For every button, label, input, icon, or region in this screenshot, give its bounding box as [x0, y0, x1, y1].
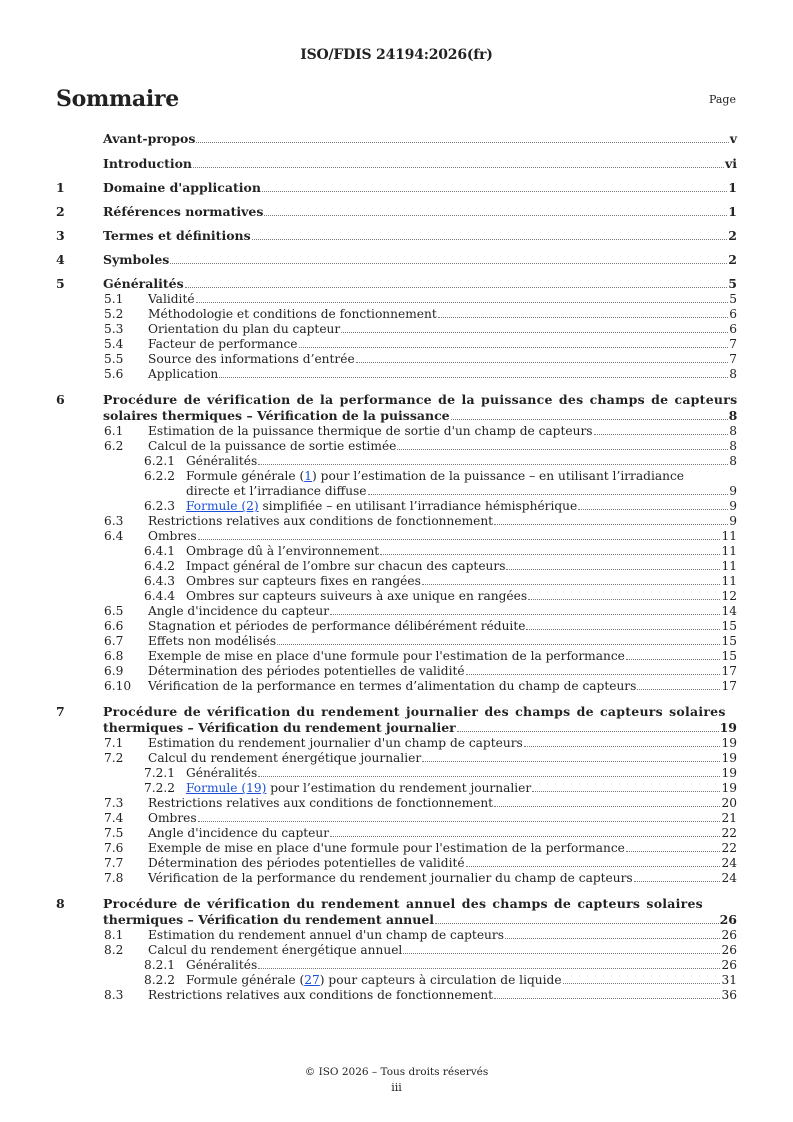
toc-entry-label	[186, 469, 737, 499]
toc-entry-page[interactable]: 8	[729, 439, 737, 453]
dot-leader	[185, 287, 728, 288]
toc-entry-page[interactable]: 19	[721, 736, 737, 750]
toc-entry-page[interactable]: 9	[729, 484, 737, 498]
toc-entry-page[interactable]: 8	[728, 408, 738, 423]
toc-entry-label: Calcul du rendement énergétique journalier	[148, 751, 422, 765]
toc-entry[interactable]	[56, 469, 737, 499]
page-footer	[0, 1066, 793, 1094]
toc-entry-page[interactable]: 22	[721, 826, 737, 840]
toc-entry[interactable]	[56, 252, 737, 268]
toc-entry-page[interactable]: 31	[721, 973, 737, 987]
toc-entry-label	[103, 896, 737, 928]
toc-entry-number: 5.1	[104, 292, 124, 306]
dot-leader	[258, 464, 728, 465]
toc-entry-number: 6	[56, 392, 65, 407]
toc-entry-page[interactable]: 17	[721, 664, 737, 678]
toc-entry[interactable]	[56, 454, 737, 469]
toc-entry[interactable]	[56, 228, 737, 244]
toc-entry-label: Formule (19) pour l’estimation du rendement journalier	[186, 781, 532, 795]
toc-entry-label: Termes et définitions	[103, 228, 251, 243]
toc-entry-label: Impact général de l’ombre sur chacun des capteurs	[186, 559, 506, 573]
toc-entry-label: Ombres sur capteurs fixes en rangées	[186, 574, 421, 588]
toc-entry-label: Avant-propos	[103, 131, 196, 146]
toc-entry-label: Introduction	[103, 156, 193, 171]
toc-entry-number: 8.2	[104, 943, 124, 957]
toc-entry-page[interactable]: 8	[729, 367, 737, 381]
dot-leader	[341, 332, 728, 333]
toc-entry-page[interactable]: 19	[719, 720, 737, 735]
dot-leader	[198, 821, 721, 822]
toc-entry-number: 8	[56, 896, 65, 911]
toc-entry-number: 5.2	[104, 307, 124, 321]
toc-entry-label: Vérification de la performance en termes d’alimentation du champ de capteurs	[148, 679, 637, 693]
toc-entry-number: 6.4.1	[144, 544, 176, 558]
toc-entry[interactable]	[56, 988, 737, 1003]
toc-entry-number: 6.3	[104, 514, 124, 528]
toc-entry-number: 2	[56, 204, 65, 219]
toc-entry-label: Restrictions relatives aux conditions de fonctionnement	[148, 988, 494, 1002]
toc-entry-number: 7.2	[104, 751, 124, 765]
dot-leader	[505, 938, 721, 939]
toc-entry[interactable]	[56, 826, 737, 841]
toc-entry-page[interactable]: 7	[729, 352, 737, 366]
toc-entry-label: Généralités	[103, 276, 184, 291]
toc-entry-number: 7.5	[104, 826, 124, 840]
toc-entry[interactable]	[56, 604, 737, 619]
toc-entry-label: Ombres	[148, 529, 197, 543]
toc-entry[interactable]	[56, 292, 737, 307]
dot-leader	[466, 866, 721, 867]
toc-entry[interactable]	[56, 499, 737, 514]
dot-leader	[277, 644, 720, 645]
toc-entry-page[interactable]: 11	[721, 559, 737, 573]
toc-entry-label: Généralités	[186, 454, 258, 468]
page-number: iii	[391, 1081, 402, 1094]
toc-entry-label: Estimation de la puissance thermique de sortie d'un champ de capteurs	[148, 424, 593, 438]
formula-link[interactable]: 27	[304, 973, 320, 987]
toc-entry-page[interactable]: 36	[721, 988, 737, 1002]
toc-entry-number: 5.6	[104, 367, 124, 381]
toc-entry-label: Exemple de mise en place d'une formule pour l'estimation de la performance	[148, 649, 625, 663]
dot-leader	[532, 791, 720, 792]
toc-entry-page[interactable]: 26	[721, 943, 737, 957]
toc-entry[interactable]	[56, 529, 737, 544]
toc-entry-label-line2	[103, 912, 737, 928]
dot-leader	[196, 142, 728, 143]
dot-leader	[494, 524, 728, 525]
toc-entry-page[interactable]: 5	[729, 292, 737, 306]
toc-entry-number: 7.2.2	[144, 781, 176, 795]
toc-entry-page[interactable]: 26	[721, 928, 737, 942]
toc-entry-number: 6.1	[104, 424, 124, 438]
toc-entry-page[interactable]: 14	[721, 604, 737, 618]
toc-entry-page[interactable]: 9	[729, 499, 737, 513]
dot-leader	[626, 659, 721, 660]
toc-entry[interactable]	[56, 544, 737, 559]
toc-entry[interactable]	[56, 439, 737, 454]
toc-entry[interactable]	[56, 367, 737, 382]
toc-entry-label: Ombres	[148, 811, 197, 825]
formula-link[interactable]: Formule (2)	[186, 499, 259, 513]
toc-entry[interactable]	[56, 973, 737, 988]
toc-entry-label: Généralités	[186, 766, 258, 780]
dot-leader	[403, 953, 720, 954]
toc-entry[interactable]	[56, 943, 737, 958]
dot-leader	[494, 806, 720, 807]
toc-entry-page[interactable]: 15	[721, 649, 737, 663]
toc-entry-number: 6.8	[104, 649, 124, 663]
toc-entry[interactable]	[56, 928, 737, 943]
toc-entry-number: 7.2.1	[144, 766, 176, 780]
toc-entry-label-line1: Procédure de vérification du rendement annuel des champs de capteurs solaires	[103, 896, 703, 911]
dot-leader	[594, 434, 729, 435]
toc-entry[interactable]	[56, 514, 737, 529]
toc-entry-number: 6.6	[104, 619, 124, 633]
toc-entry[interactable]	[56, 589, 737, 604]
toc-entry[interactable]	[56, 156, 737, 172]
toc-entry-label: Ombres sur capteurs suiveurs à axe unique en rangées	[186, 589, 528, 603]
toc-entry-label: Stagnation et périodes de performance délibérément réduite	[148, 619, 526, 633]
toc-entry[interactable]	[56, 796, 737, 811]
toc-entry-label: Angle d'incidence du capteur	[148, 604, 330, 618]
toc-entry[interactable]	[56, 958, 737, 973]
toc-entry-label-line1: Procédure de vérification du rendement journalier des champs de capteurs solaires	[103, 704, 726, 719]
toc-entry-number: 6.7	[104, 634, 124, 648]
toc-entry-label: Angle d'incidence du capteur	[148, 826, 330, 840]
toc-entry-number: 7	[56, 704, 65, 719]
toc-entry-number: 8.1	[104, 928, 124, 942]
toc-entry-number: 6.4.2	[144, 559, 176, 573]
toc-entry-label: Facteur de performance	[148, 337, 298, 351]
toc-entry[interactable]	[56, 337, 737, 352]
toc-entry[interactable]	[56, 619, 737, 634]
toc-entry-label-line2	[186, 484, 737, 499]
toc-entry-page[interactable]: 8	[729, 454, 737, 468]
toc-entry-page[interactable]: 17	[721, 679, 737, 693]
toc-entry-label: Restrictions relatives aux conditions de fonctionnement	[148, 796, 494, 810]
toc-entry-page[interactable]: 7	[729, 337, 737, 351]
toc-entry-label-text: thermiques – Vérification du rendement journalier	[103, 720, 456, 735]
toc-entry-number: 7.7	[104, 856, 124, 870]
toc-entry-page[interactable]: 9	[729, 514, 737, 528]
dot-leader	[637, 689, 720, 690]
toc-entry-label-text: solaires thermiques – Vérification de la puissance	[103, 408, 450, 423]
toc-entry-page[interactable]: 15	[721, 619, 737, 633]
toc-entry-label: Domaine d'application	[103, 180, 261, 195]
toc-entry-number: 5.3	[104, 322, 124, 336]
dot-leader	[438, 317, 729, 318]
toc-entry-number: 7.8	[104, 871, 124, 885]
dot-leader	[198, 539, 721, 540]
toc-entry[interactable]	[56, 781, 737, 796]
toc-entry-label: Estimation du rendement journalier d'un champ de capteurs	[148, 736, 523, 750]
toc-entry-number: 1	[56, 180, 65, 195]
toc-entry-page[interactable]: 6	[729, 307, 737, 321]
toc-entry-page[interactable]: 26	[719, 912, 737, 927]
dot-leader	[330, 836, 720, 837]
dot-leader	[193, 167, 724, 168]
toc-entry-page[interactable]: 19	[721, 751, 737, 765]
toc-entry[interactable]	[56, 679, 737, 694]
toc-entry-label: Généralités	[186, 958, 258, 972]
toc-entry[interactable]	[56, 664, 737, 679]
toc-entry-label: Estimation du rendement annuel d'un champ de capteurs	[148, 928, 504, 942]
toc-entry-page[interactable]: 20	[721, 796, 737, 810]
toc-entry-number: 7.6	[104, 841, 124, 855]
toc-entry[interactable]	[56, 131, 737, 147]
toc-entry-number: 7.1	[104, 736, 124, 750]
dot-leader	[626, 851, 721, 852]
copyright-notice: © ISO 2026 – Tous droits réservés	[304, 1066, 489, 1078]
toc-entry-label: Vérification de la performance du rendement journalier du champ de capteurs	[148, 871, 633, 885]
toc-entry-number: 6.10	[104, 679, 132, 693]
toc-entry-number: 6.2.3	[144, 499, 176, 513]
dot-leader	[299, 347, 729, 348]
toc-entry-label: Validité	[148, 292, 195, 306]
toc-entry-page[interactable]: 11	[721, 529, 737, 543]
toc-entry[interactable]	[56, 896, 737, 928]
toc-entry[interactable]	[56, 766, 737, 781]
dot-leader	[397, 449, 728, 450]
toc-entry-page[interactable]: 2	[728, 252, 737, 267]
toc-entry-number: 6.4	[104, 529, 124, 543]
dot-leader	[422, 761, 720, 762]
toc-entry-label: Calcul du rendement énergétique annuel	[148, 943, 403, 957]
toc-entry[interactable]	[56, 307, 737, 322]
document-id-header: ISO/FDIS 24194:2026(fr)	[300, 47, 493, 63]
dot-leader	[368, 494, 729, 495]
toc-entry-number: 5	[56, 276, 65, 291]
toc-entry-page[interactable]: 12	[721, 589, 737, 603]
dot-leader	[196, 302, 729, 303]
dot-leader	[422, 584, 721, 585]
toc-entry-label: Méthodologie et conditions de fonctionnement	[148, 307, 437, 321]
toc-entry-page[interactable]: 22	[721, 841, 737, 855]
toc-entry-label	[103, 392, 737, 424]
toc-entry[interactable]	[56, 856, 737, 871]
dot-leader	[451, 419, 728, 420]
toc-entry[interactable]	[56, 352, 737, 367]
dot-leader	[219, 377, 728, 378]
dot-leader	[563, 983, 721, 984]
toc-entry[interactable]	[56, 871, 737, 886]
toc-entry-page[interactable]: 1	[728, 180, 737, 195]
toc-entry-number: 7.3	[104, 796, 124, 810]
toc-entry[interactable]	[56, 322, 737, 337]
toc-entry-number: 8.2.1	[144, 958, 176, 972]
toc-entry-page[interactable]: 19	[721, 766, 737, 780]
toc-entry-label: Restrictions relatives aux conditions de fonctionnement	[148, 514, 494, 528]
toc-entry-page[interactable]: 6	[729, 322, 737, 336]
toc-entry-page[interactable]: 11	[721, 574, 737, 588]
toc-entry-label: Calcul de la puissance de sortie estimée	[148, 439, 397, 453]
toc-entry-label-line2	[103, 720, 737, 736]
toc-entry-number: 6.2	[104, 439, 124, 453]
toc-entry-page[interactable]: v	[729, 131, 737, 146]
toc-entry[interactable]	[56, 276, 737, 292]
toc-entry-number: 6.2.2	[144, 469, 176, 483]
dot-leader	[526, 629, 720, 630]
formula-link[interactable]: 1	[304, 469, 313, 483]
dot-leader	[356, 362, 729, 363]
dot-leader	[170, 263, 727, 264]
toc-entry-label-line1: Procédure de vérification de la performance de la puissance des champs de capteurs	[103, 392, 738, 407]
toc-entry-number: 7.4	[104, 811, 124, 825]
toc-entry-page[interactable]: 2	[728, 228, 737, 243]
dot-leader	[494, 998, 720, 999]
toc-entry-label	[103, 704, 737, 736]
toc-entry-label-line1: Formule générale (1) pour l’estimation de la puissance – en utilisant l’irradiance	[186, 469, 684, 483]
toc-entry-number: 6.9	[104, 664, 124, 678]
toc-entry-label: Références normatives	[103, 204, 264, 219]
toc-entry-label-line2	[103, 408, 737, 424]
dot-leader	[528, 599, 720, 600]
toc-entry-page[interactable]: 21	[721, 811, 737, 825]
toc-entry-page[interactable]: 24	[721, 871, 737, 885]
toc-entry-label-text: thermiques – Vérification du rendement annuel	[103, 912, 435, 927]
toc-entry-number: 8.3	[104, 988, 124, 1002]
toc-entry-label: Ombrage dû à l’environnement	[186, 544, 380, 558]
toc-entry-number: 5.4	[104, 337, 124, 351]
toc-entry-page[interactable]: 24	[721, 856, 737, 870]
dot-leader	[578, 509, 728, 510]
toc-entry[interactable]	[56, 736, 737, 751]
dot-leader	[634, 881, 721, 882]
toc-entry[interactable]	[56, 649, 737, 664]
toc-entry-page[interactable]: 11	[721, 544, 737, 558]
dot-leader	[457, 731, 719, 732]
toc-entry[interactable]	[56, 204, 737, 220]
toc-entry-number: 6.4.4	[144, 589, 176, 603]
toc-entry-number: 5.5	[104, 352, 124, 366]
toc-entry-page[interactable]: 1	[728, 204, 737, 219]
toc-entry-number: 4	[56, 252, 65, 267]
toc-entry-number: 6.5	[104, 604, 124, 618]
toc-entry-number: 3	[56, 228, 65, 243]
toc-entry[interactable]	[56, 392, 737, 424]
formula-link[interactable]: Formule (19)	[186, 781, 267, 795]
toc-entry-label: Exemple de mise en place d'une formule pour l'estimation de la performance	[148, 841, 625, 855]
dot-leader	[258, 968, 720, 969]
toc-entry-label: Formule (2) simplifiée – en utilisant l’irradiance hémisphérique	[186, 499, 578, 513]
toc-entry[interactable]	[56, 574, 737, 589]
toc-entry-number: 8.2.2	[144, 973, 176, 987]
toc-entry-label: Symboles	[103, 252, 170, 267]
toc-entry-number: 6.2.1	[144, 454, 176, 468]
dot-leader	[252, 239, 728, 240]
page-column-label: Page	[708, 93, 736, 106]
toc-entry[interactable]	[56, 424, 737, 439]
toc-entry[interactable]	[56, 559, 737, 574]
toc-entry[interactable]	[56, 811, 737, 826]
table-of-contents	[56, 131, 737, 1003]
toc-entry-label: Source des informations d’entrée	[148, 352, 355, 366]
toc-entry[interactable]	[56, 841, 737, 856]
toc-entry-label-text: directe et l’irradiance diffuse	[186, 484, 367, 498]
toc-entry-label: Formule générale (27) pour capteurs à circulation de liquide	[186, 973, 562, 987]
toc-entry-page[interactable]: 5	[728, 276, 737, 291]
toc-entry-label: Détermination des périodes potentielles de validité	[148, 856, 465, 870]
toc-entry-page[interactable]: 8	[729, 424, 737, 438]
toc-entry[interactable]	[56, 180, 737, 196]
toc-entry-label: Effets non modélisés	[148, 634, 277, 648]
toc-entry-number: 6.4.3	[144, 574, 176, 588]
toc-title: Sommaire	[56, 86, 179, 112]
dot-leader	[524, 746, 721, 747]
toc-entry[interactable]	[56, 704, 737, 736]
dot-leader	[258, 776, 720, 777]
toc-entry[interactable]	[56, 634, 737, 649]
dot-leader	[380, 554, 720, 555]
dot-leader	[506, 569, 720, 570]
toc-entry-page[interactable]: 19	[721, 781, 737, 795]
toc-entry-page[interactable]: 26	[721, 958, 737, 972]
toc-entry-label: Application	[148, 367, 219, 381]
dot-leader	[262, 191, 727, 192]
toc-entry-page[interactable]: 15	[721, 634, 737, 648]
dot-leader	[330, 614, 720, 615]
toc-entry-page[interactable]: vi	[724, 156, 737, 171]
dot-leader	[264, 215, 727, 216]
dot-leader	[435, 923, 719, 924]
toc-entry-label: Détermination des périodes potentielles de validité	[148, 664, 465, 678]
toc-entry[interactable]	[56, 751, 737, 766]
dot-leader	[466, 674, 721, 675]
toc-entry-label: Orientation du plan du capteur	[148, 322, 341, 336]
